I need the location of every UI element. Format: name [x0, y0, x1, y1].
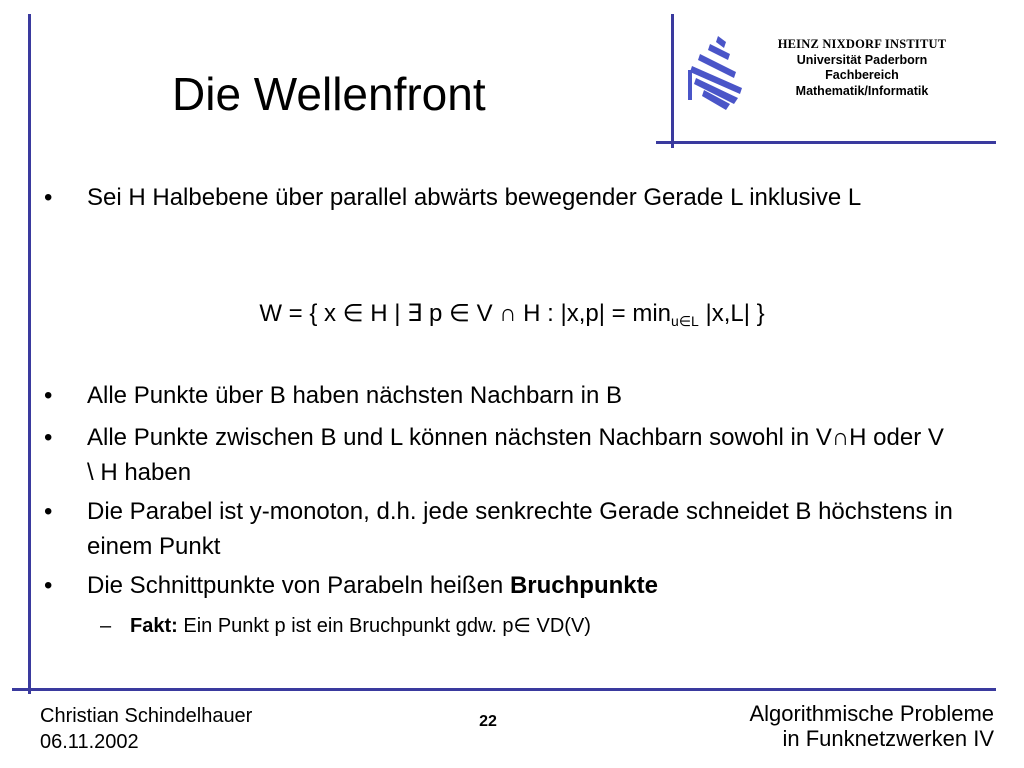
department-name: Fachbereich	[825, 68, 899, 82]
faculty-name: Mathematik/Informatik	[795, 83, 929, 98]
fakt-text: Ein Punkt p ist ein Bruchpunkt gdw. p∈ VD(V)	[177, 615, 591, 637]
bullet-text	[87, 568, 965, 603]
footer-author: Christian Schindelhauer	[40, 705, 253, 727]
page-number: 22	[479, 713, 497, 730]
university-name: Universität Paderborn	[796, 52, 928, 67]
bullet-text: Die Parabel ist y-monoton, d.h. jede senkrechte Gerade schneidet B höchstens in einem Punkt	[87, 498, 953, 560]
bullet-text: Sei H Halbebene über parallel abwärts bewegender Gerade L inklusive L	[87, 184, 862, 211]
bullet-text: Alle Punkte über B haben nächsten Nachbarn in B	[87, 382, 623, 409]
subitem-marker: –	[100, 615, 112, 637]
footer-date: 06.11.2002	[40, 731, 139, 753]
header-horizontal-rule	[656, 141, 996, 144]
footer-course-subtitle: in Funknetzwerken IV	[782, 726, 994, 751]
fakt-label: Fakt:	[130, 615, 178, 637]
term-bruchpunkte: Bruchpunkte	[509, 572, 658, 599]
formula-suffix: |x,L| }	[698, 300, 765, 327]
slide-title: Die Wellenfront	[172, 68, 486, 120]
bullet-marker: •	[44, 382, 53, 409]
formula-main: W = { x ∈ H | ∃ p ∈ V ∩ H : |x,p| = min	[259, 300, 672, 327]
footer-horizontal-rule	[12, 688, 996, 691]
footer-course-title: Algorithmische Probleme	[749, 701, 994, 726]
header-vertical-rule	[671, 14, 674, 148]
institute-block	[752, 37, 972, 99]
heinz-nixdorf-institut-logo	[686, 34, 748, 112]
bullet-marker: •	[44, 184, 53, 211]
bullet-text: Alle Punkte zwischen B und L können nächsten Nachbarn sowohl in V∩H oder V \ H haben	[87, 424, 944, 486]
institute-name: HEINZ NIXDORF INSTITUT	[777, 37, 947, 51]
subitem-text	[130, 612, 591, 640]
wavefront-formula	[0, 299, 1024, 336]
left-vertical-rule	[28, 14, 31, 694]
bullet-text-prefix: Die Schnittpunkte von Parabeln heißen	[87, 572, 510, 599]
formula-subscript: u∈L	[671, 313, 699, 329]
bullet-marker: •	[44, 424, 53, 451]
bullet-marker: •	[44, 572, 53, 599]
bullet-marker: •	[44, 498, 53, 525]
